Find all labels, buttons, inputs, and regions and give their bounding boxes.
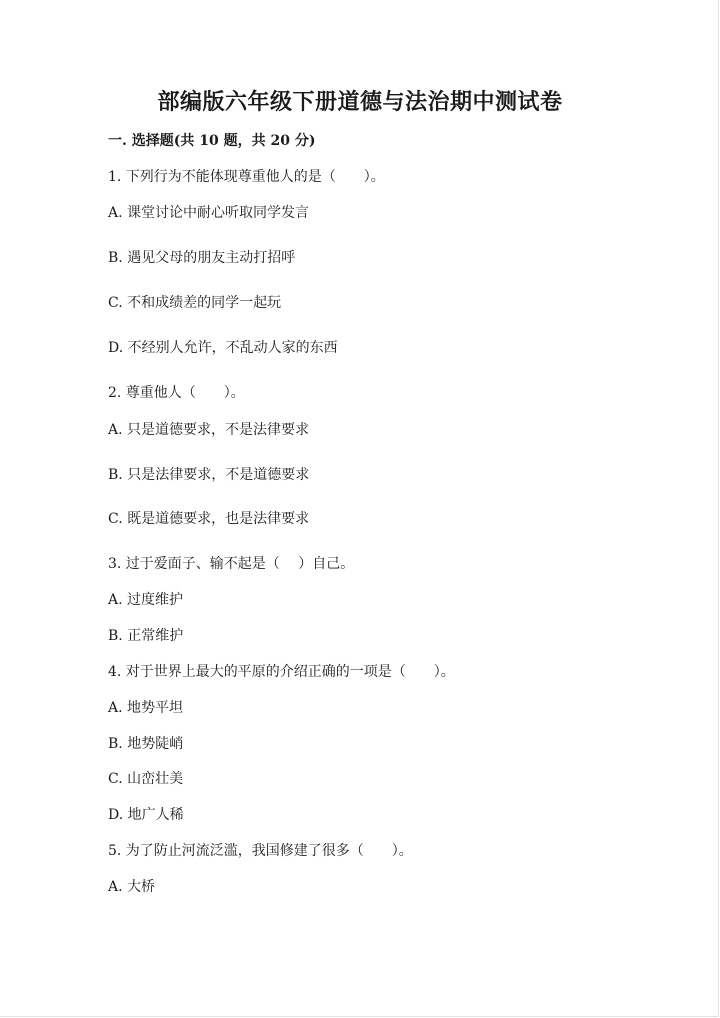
question-4-option-c: C. 山峦壮美 [108,771,184,787]
document-title: 部编版六年级下册道德与法治期中测试卷 [157,89,563,115]
question-1-option-c: C. 不和成绩差的同学一起玩 [108,295,282,311]
question-3-option-b: B. 正常维护 [108,628,184,644]
question-1-option-a: A. 课堂讨论中耐心听取同学发言 [108,205,310,221]
question-4-option-d: D. 地广人稀 [108,807,184,823]
question-4-option-b: B. 地势陡峭 [108,736,184,752]
question-4-option-a: A. 地势平坦 [108,700,184,716]
question-1-option-b: B. 遇见父母的朋友主动打招呼 [108,250,296,266]
section-heading: 一. 选择题(共 10 题，共 20 分) [108,133,316,149]
question-2-option-c: C. 既是道德要求，也是法律要求 [108,511,310,527]
question-1-option-d: D. 不经别人允许，不乱动人家的东西 [108,340,338,356]
question-3-option-a: A. 过度维护 [108,592,184,608]
question-3-stem: 3. 过于爱面子、输不起是（ ）自己。 [108,556,355,572]
question-2-stem: 2. 尊重他人（ ）。 [108,385,245,401]
question-4-stem: 4. 对于世界上最大的平原的介绍正确的一项是（ ）。 [108,664,455,680]
question-2-option-b: B. 只是法律要求，不是道德要求 [108,467,310,483]
question-1-stem: 1. 下列行为不能体现尊重他人的是（ ）。 [108,169,385,185]
question-5-stem: 5. 为了防止河流泛滥，我国修建了很多（ ）。 [108,843,413,859]
question-5-option-a: A. 大桥 [108,879,156,895]
question-2-option-a: A. 只是道德要求，不是法律要求 [108,422,310,438]
